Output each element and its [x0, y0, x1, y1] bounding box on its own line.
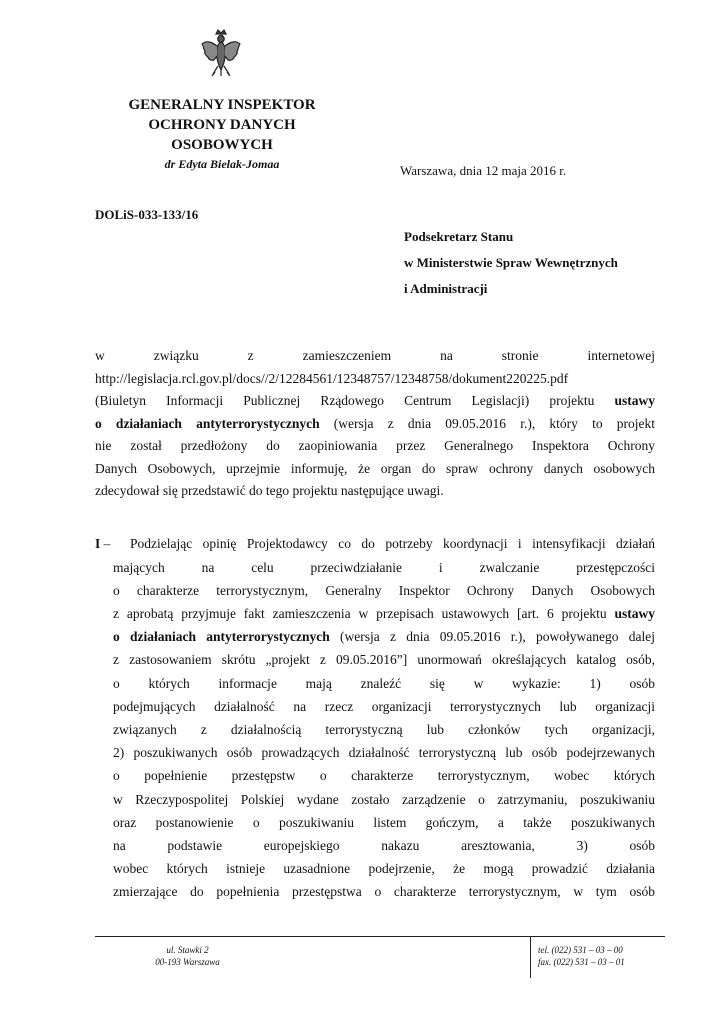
intro-paragraph [95, 345, 655, 503]
text-run: Podzielając opinię Projektodawcy co do potrzeby koordynacji i intensyfikacji działań [130, 536, 655, 551]
section-first-line [130, 533, 655, 556]
footer-contact-line: tel. (022) 531 – 03 – 00 [538, 945, 623, 955]
text-run: wobec których istnieje uzasadnione podejrzenie, że mogą prowadzić działania [113, 861, 655, 877]
institution-line: OCHRONY DANYCH [148, 117, 296, 133]
text-run: z aprobatą przyjmuje fakt zamieszczenia w przepisach ustawowych [art. 6 projektu [113, 605, 615, 621]
bold-text: o działaniach antyterrorystycznych [113, 629, 330, 645]
footer-vertical-divider [530, 936, 531, 978]
text-run: o popełnienie przestępstw o charakterze terrorystycznym, wobec których [113, 768, 655, 784]
text-line [113, 857, 655, 880]
text-line [113, 602, 655, 625]
text-run: zdecydował się przedstawić do tego projektu następujące uwagi. [95, 483, 444, 498]
text-line [113, 880, 655, 903]
text-run: z zastosowaniem skrótu „projekt z 09.05.2016”] unormowań określających katalog osób, [113, 652, 655, 668]
text-line [95, 413, 655, 436]
text-line [113, 764, 655, 787]
text-run: zmierzające do popełnienia przestępstwa o charakterze terrorystycznym, w tym osób [113, 884, 655, 900]
text-line [95, 368, 655, 391]
footer-contact-line: fax. (022) 531 – 03 – 01 [538, 957, 625, 967]
text-line [113, 788, 655, 811]
text-line [130, 533, 655, 556]
section-dash: – [103, 536, 111, 551]
text-line [113, 648, 655, 671]
text-line [113, 718, 655, 741]
footer-address-line: 00-193 Warszawa [155, 957, 220, 967]
text-run: 2) poszukiwanych osób prowadzących działalność terrorystyczną lub osób podejrzewanych [113, 745, 655, 761]
addressee-line: w Ministerstwie Spraw Wewnętrznych [404, 255, 618, 270]
head-name: dr Edyta Bielak-Jomaa [164, 157, 280, 171]
text-run: w Rzeczypospolitej Polskiej wydane zostało zarządzenie o zatrzymaniu, poszukiwaniu [113, 791, 655, 807]
text-line [113, 811, 655, 834]
institution-name [95, 95, 349, 155]
dateline: Warszawa, dnia 12 maja 2016 r. [400, 163, 567, 178]
text-line [113, 695, 655, 718]
text-run: nie został przedłożony do zaopiniowania przez Generalnego Inspektora Ochrony [95, 438, 655, 453]
bold-text: ustawy [614, 605, 655, 621]
text-line [95, 458, 655, 481]
footer-address-line: ul. Stawki 2 [166, 945, 209, 955]
text-run: mających na celu przeciwdziałanie i zwalczanie przestępczości [113, 559, 655, 575]
text-line [113, 672, 655, 695]
text-line [95, 435, 655, 458]
text-line [113, 625, 655, 648]
polish-eagle-emblem-icon [200, 28, 242, 78]
bold-text: ustawy [614, 393, 655, 408]
text-run: podejmujących działalność na rzecz organizacji terrorystycznych lub organizacji [113, 698, 655, 714]
addressee-line: i Administracji [404, 281, 488, 296]
addressee-line: Podsekretarz Stanu [404, 229, 514, 244]
bold-text: o działaniach antyterrorystycznych [95, 415, 320, 431]
footer-address [120, 944, 255, 968]
addressee-block [404, 224, 618, 302]
text-run: oraz postanowienie o poszukiwaniu listem gończym, a także poszukiwanych [113, 814, 655, 830]
text-run: (Biuletyn Informacji Publicznej Rządowego Centrum Legislacji) projektu [95, 393, 615, 408]
text-line [113, 741, 655, 764]
reference-number: DOLiS-033-133/16 [95, 207, 199, 222]
text-line [113, 834, 655, 857]
text-run: o charakterze terrorystycznym, Generalny Inspektor Ochrony Danych Osobowych [113, 582, 655, 598]
text-run: na podstawie europejskiego nakazu aresztowania, 3) osób [113, 837, 655, 853]
section-label: I [95, 536, 101, 551]
text-line [113, 556, 655, 579]
text-line [113, 579, 655, 602]
text-run: (wersja z dnia 09.05.2016 r.), który to projekt [319, 415, 655, 431]
text-line [95, 480, 655, 503]
institution-line: GENERALNY INSPEKTOR [128, 97, 316, 113]
text-line [95, 390, 655, 413]
footer-divider [95, 936, 665, 937]
section-paragraph [113, 556, 655, 904]
text-run: o których informacje mają znaleźć się w wykazie: 1) osób [113, 675, 655, 691]
text-line [95, 345, 655, 368]
text-run: Danych Osobowych, uprzejmie informuję, że organ do spraw ochrony danych osobowych [95, 460, 655, 476]
text-run: http://legislacja.rcl.gov.pl/docs//2/12284561/12348757/12348758/dokument220225.pdf [95, 370, 569, 386]
text-run: w związku z zamieszczeniem na stronie internetowej [95, 348, 655, 363]
institution-line: OSOBOWYCH [171, 137, 273, 153]
footer-contact [538, 944, 625, 968]
section-number [95, 533, 110, 556]
text-run: związanych z działalnością terrorystyczną lub członków tych organizacji, [113, 721, 655, 737]
text-run: (wersja z dnia 09.05.2016 r.), powoływanego dalej [329, 629, 655, 645]
